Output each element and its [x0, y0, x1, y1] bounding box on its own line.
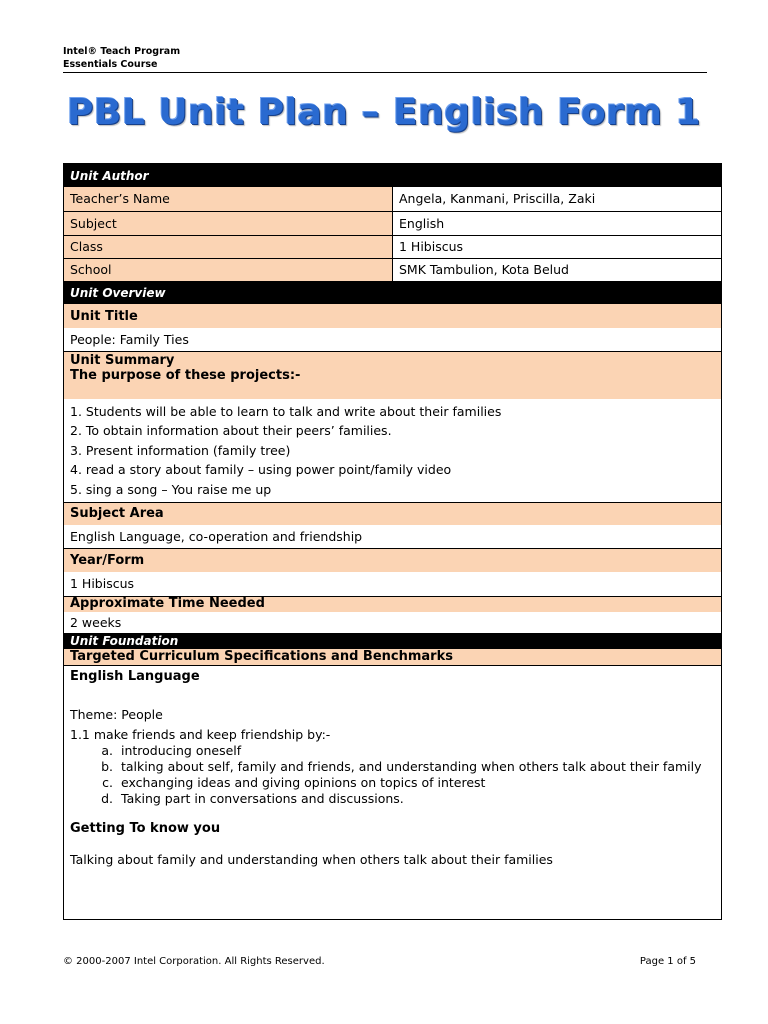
list-item: b. talking about self, family and friends, and understanding when others talk about their family: [117, 759, 715, 775]
topic-heading: Getting To know you: [70, 820, 221, 836]
year-form-label: Year/Form: [64, 548, 721, 572]
school-label: School: [64, 258, 393, 281]
unit-overview-heading: Unit Overview: [64, 281, 721, 304]
unit-summary-list-cell: [64, 399, 721, 502]
list-item: 3. Present information (family tree): [70, 442, 291, 458]
unit-summary-sub: The purpose of these projects:-: [70, 367, 301, 383]
list-item: c. exchanging ideas and giving opinions on topics of interest: [117, 775, 715, 791]
year-form-value: 1 Hibiscus: [64, 572, 721, 596]
list-item: a. introducing oneself: [117, 743, 715, 759]
list-item: 5. sing a song – You raise me up: [70, 481, 272, 497]
subject-value: English: [393, 211, 722, 235]
curriculum-specs-content: [64, 665, 721, 869]
class-value: 1 Hibiscus: [393, 235, 722, 258]
list-item: 4. read a story about family – using power point/family video: [70, 462, 452, 477]
subject-label: Subject: [64, 211, 393, 235]
teacher-name-label: Teacher’s Name: [64, 187, 393, 211]
unit-foundation-heading: Unit Foundation: [64, 633, 721, 649]
subject-area-label: Subject Area: [64, 502, 721, 525]
class-label: Class: [64, 235, 393, 258]
time-needed-value: 2 weeks: [70, 615, 122, 630]
page-footer: [63, 956, 696, 967]
running-header: [63, 45, 707, 73]
objective-sub-list: [70, 743, 715, 807]
theme-text: Theme: People: [70, 706, 163, 722]
page-title: PBL Unit Plan – English Form 1: [67, 92, 701, 133]
header-program: Intel® Teach Program: [63, 46, 181, 57]
teacher-name-value: Angela, Kanmani, Priscilla, Zaki: [393, 187, 722, 211]
unit-title-value: People: Family Ties: [64, 328, 721, 351]
unit-plan-table: [63, 163, 722, 920]
list-item: 2. To obtain information about their peers’ families.: [70, 423, 392, 438]
list-item: 1. Students will be able to learn to talk and write about their families: [70, 403, 502, 419]
summary-list: [70, 402, 715, 500]
copyright-text: © 2000-2007 Intel Corporation. All Rights Reserved.: [63, 956, 325, 967]
objective-text: 1.1 make friends and keep friendship by:-: [70, 726, 331, 742]
header-course: Essentials Course: [63, 59, 158, 70]
time-needed-label: Approximate Time Needed: [64, 596, 721, 612]
curriculum-specs-label: Targeted Curriculum Specifications and Benchmarks: [64, 649, 721, 665]
unit-summary-label: Unit Summary: [70, 352, 175, 368]
unit-summary-section: [64, 351, 721, 399]
subject-heading: English Language: [70, 668, 200, 684]
page-number: Page 1 of 5: [639, 956, 696, 967]
unit-author-heading: Unit Author: [64, 164, 721, 187]
topic-text: Talking about family and understanding when others talk about their families: [70, 851, 553, 867]
list-item: d. Taking part in conversations and discussions.: [117, 791, 715, 807]
subject-area-value: English Language, co-operation and friendship: [64, 525, 721, 548]
unit-title-label: Unit Title: [64, 304, 721, 328]
school-value: SMK Tambulion, Kota Belud: [399, 262, 569, 278]
